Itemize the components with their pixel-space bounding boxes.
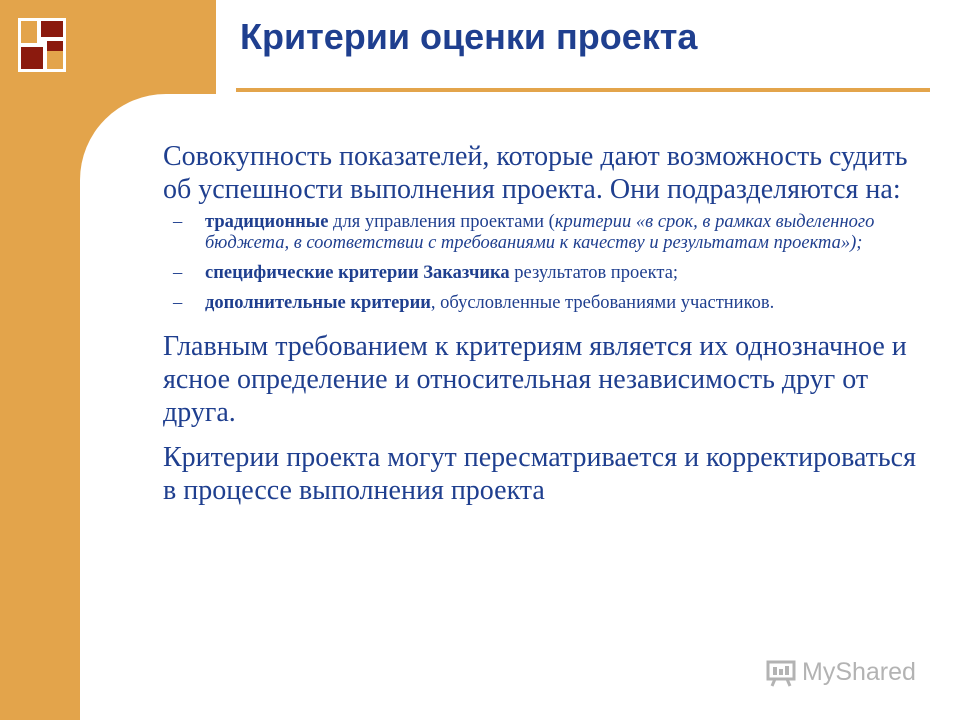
slide-title: Критерии оценки проекта — [240, 16, 698, 57]
paragraph-definition: Совокупность показателей, которые дают возможность судить об успешности выполнения проекта. Они подразделяются на: — [163, 141, 908, 205]
list-item-bold: традиционные — [205, 212, 329, 232]
list-dash: – — [173, 293, 183, 313]
paragraph-revision: Критерии проекта могут пересматривается и корректироваться в процессе выполнения проекта — [163, 442, 916, 506]
criteria-list — [163, 212, 923, 314]
title-divider — [236, 88, 930, 92]
slide-body — [163, 140, 923, 507]
watermark-text: MyShared — [802, 658, 916, 686]
list-dash: – — [173, 263, 183, 283]
list-item-text: для управления проектами ( — [328, 212, 555, 232]
list-item-bold: специфические критерии Заказчика — [205, 263, 510, 283]
list-item-bold: дополнительные критерии — [205, 293, 431, 313]
paragraph-requirement: Главным требованием к критериям является их однозначное и ясное определение и относительная независимость друг от друга. — [163, 331, 907, 428]
list-item — [163, 293, 923, 314]
watermark — [766, 658, 916, 687]
list-item-text: результатов проекта; — [509, 263, 679, 283]
list-item-text: , обусловленные требованиями участников. — [430, 293, 775, 313]
list-item-italic: критерии «в срок, в рамках выделенного бюджета, в соответствии с требованиями к качеству и результатам проекта»); — [205, 212, 875, 253]
presentation-icon — [766, 659, 796, 687]
list-item — [163, 263, 923, 284]
list-item — [163, 212, 923, 254]
grid-logo-icon — [18, 18, 66, 72]
list-dash: – — [173, 212, 183, 232]
